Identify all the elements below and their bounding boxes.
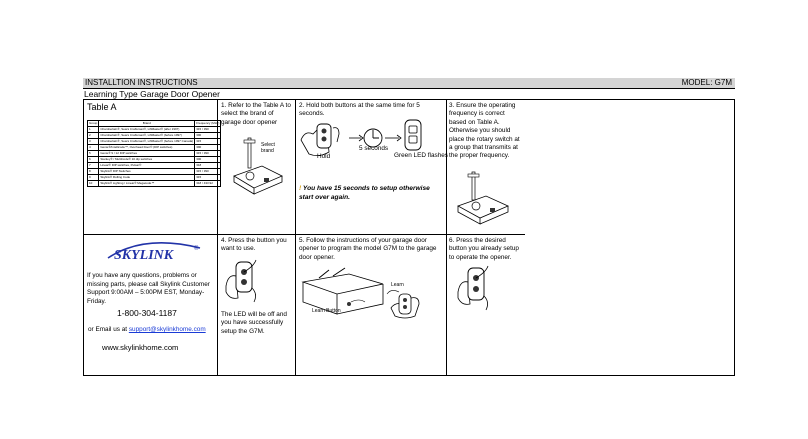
step-1-text: 1. Refer to the Table A to select the brand of garage door opener [221, 102, 291, 126]
table-cell: 390 [195, 145, 221, 151]
divider [84, 234, 525, 235]
five-seconds-label: 5 seconds [359, 145, 389, 152]
table-cell: 315 [195, 175, 221, 181]
hold-label: Hold [317, 153, 331, 160]
table-cell: 10 [88, 181, 99, 187]
table-header: Frequency (MHz) [196, 121, 220, 125]
step-5-text: 5. Follow the instructions of your garage door opener to program the model G7M to the garage door opener. [299, 237, 437, 261]
step-4-text: 4. Press the button you want to use. [221, 237, 287, 253]
table-cell: 315 / 390 [195, 151, 221, 157]
table-cell: 3 [88, 139, 99, 145]
document-title: INSTALLTION INSTRUCTIONS [85, 78, 198, 87]
table-cell: Chamberlain®, Sears Craftsman®, LiftMaster® (before 1997) [99, 133, 195, 139]
divider [295, 100, 296, 375]
table-cell: 318 / 433.92 [195, 181, 221, 187]
table-cell: 315 / 390 [195, 169, 221, 175]
email-line [88, 326, 218, 335]
press-button-illustration [224, 258, 268, 304]
step-6-text: 6. Press the desired button you already setup to operate the opener. [449, 237, 519, 261]
logo-text: SKYLINK [114, 248, 174, 263]
website-link[interactable]: www.skylinkhome.com [102, 343, 179, 352]
table-cell: 2 [88, 133, 99, 139]
support-intro: If you have any questions, problems or missing parts, please call Skylink Customer Support 9:00AM – 5:00PM EST, Monday-Friday. [87, 272, 210, 305]
table-cell: Genie®/Intellicode™, Overhead Door® (DIP switches) [99, 145, 195, 151]
registered-mark: ® [194, 246, 199, 252]
table-header: Brand [99, 121, 195, 127]
green-led-label: Green LED flashes [394, 152, 448, 159]
table-cell: 318 [195, 163, 221, 169]
press-button-illustration [456, 264, 500, 312]
header-bar [83, 78, 735, 89]
table-cell: 4 [88, 145, 99, 151]
email-prefix: or Email us at [88, 326, 129, 333]
table-cell: 8 [88, 169, 99, 175]
table-cell: Genie® 9 / 12 DIP switches [99, 151, 195, 157]
table-row [88, 133, 221, 139]
divider [446, 100, 447, 375]
learn-label: Learn [391, 282, 404, 288]
table-cell: 5 [88, 151, 99, 157]
table-cell: Skylink® Lighting / Linear® Megacode™ [99, 181, 195, 187]
model-number: MODEL: G7M [681, 78, 732, 87]
table-cell: Skylink® Rolling Code [99, 175, 195, 181]
table-row [88, 145, 221, 151]
table-cell: 7 [88, 163, 99, 169]
table-cell: 300 [195, 157, 221, 163]
table-cell: 1 [88, 127, 99, 133]
table-cell: 315 / 390 [195, 127, 221, 133]
brand-frequency-table [87, 120, 221, 187]
table-cell: Chamberlain®, Sears Craftsman®, LiftMaster® (before 1997 Canada) [100, 139, 194, 143]
table-row [88, 139, 221, 145]
table-cell: Stanley® / MultiCode® 10 dip switches [99, 157, 195, 163]
table-cell: Linear® DIP switches, Pulsar® [99, 163, 195, 169]
table-row [88, 181, 221, 187]
learn-button-label: Learn Button [312, 308, 341, 314]
step-4-result-text: The LED will be off and you have successfully setup the G7M. [221, 311, 287, 335]
table-header: Group [89, 121, 98, 125]
table-cell: 9 [88, 175, 99, 181]
time-limit-warning [299, 184, 443, 202]
table-cell: 390 [195, 133, 221, 139]
rotary-switch-illustration [454, 172, 516, 230]
support-phone: 1-800-304-1187 [117, 308, 177, 318]
step-3-text: 3. Ensure the operating frequency is correct based on Table A. Otherwise you should place the rotary switch at a group that transmits at the proper frequency. [449, 102, 520, 160]
table-cell: 6 [88, 157, 99, 163]
table-a-title: Table A [87, 102, 117, 112]
warning-icon: ! [299, 185, 302, 192]
subtitle: Learning Type Garage Door Opener [84, 89, 220, 99]
table-cell: 315 [195, 139, 221, 145]
table-cell: Chamberlain®, Sears Craftsman®, LiftMaster® (after 1997) [99, 127, 195, 133]
table-cell: Skylink® DIP Switches [99, 169, 195, 175]
table-row [88, 127, 221, 133]
warning-text: You have 15 seconds to setup otherwise start over again. [299, 185, 430, 201]
step-2-text: 2. Hold both buttons at the same time for 5 seconds. [299, 102, 420, 118]
skylink-logo [104, 238, 204, 264]
select-brand-label: Select brand [261, 142, 275, 154]
support-email-link[interactable]: support@skylinkhome.com [128, 326, 206, 333]
instruction-grid [83, 99, 735, 376]
